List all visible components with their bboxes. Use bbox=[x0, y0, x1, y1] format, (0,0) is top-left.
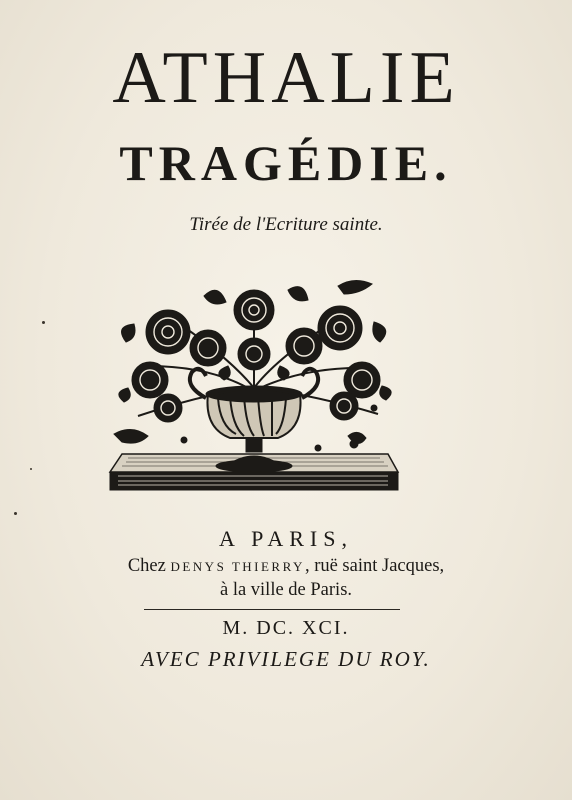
printer-location: à la ville de Paris. bbox=[219, 580, 353, 600]
printer-name: DENYS THIERRY bbox=[170, 559, 305, 574]
paper-speck bbox=[30, 468, 32, 470]
page-title: ATHALIE bbox=[112, 37, 460, 119]
genre-heading: TRAGÉDIE. bbox=[119, 135, 453, 191]
paper-speck bbox=[42, 321, 45, 324]
subtitle: Tirée de l'Ecriture sainte. bbox=[189, 214, 383, 235]
paper-speck bbox=[14, 512, 17, 515]
printer-prefix: Chez bbox=[127, 556, 166, 576]
vase-of-flowers-woodcut-icon bbox=[108, 276, 400, 496]
publication-year: M. DC. XCI. bbox=[222, 617, 350, 639]
royal-privilege: AVEC PRIVILEGE DU ROY. bbox=[141, 647, 431, 671]
imprint-divider bbox=[144, 609, 400, 610]
printer-address: , ruë saint Jacques, bbox=[304, 556, 445, 576]
printer-line bbox=[0, 556, 572, 577]
imprint-place: A PARIS, bbox=[218, 526, 353, 551]
